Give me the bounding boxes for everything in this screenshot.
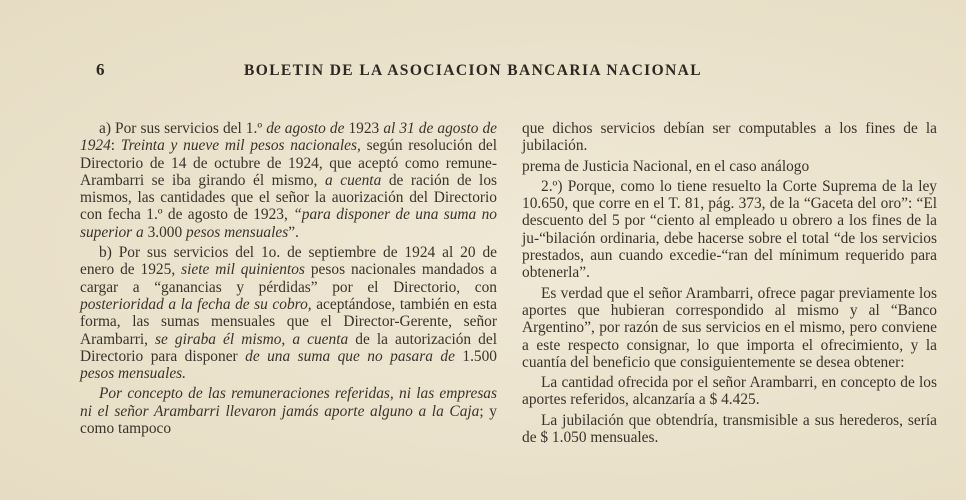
paragraph-pension: La jubilación que obtendría, transmisible a sus herederos, sería de $ 1.050 mensuales.: [522, 411, 937, 447]
text-run: :: [110, 137, 121, 155]
italic-run: al 31 de agosto de 1924: [80, 120, 497, 155]
italic-run: pesos mensuales.: [80, 365, 187, 383]
italic-run: Treinta y nueve mil pesos nacionales,: [120, 137, 361, 155]
text-run: pesos nacionales mandados a cargar a “ganancias y pérdidas” por el Directorio, con: [80, 261, 497, 296]
text-run: 1923: [344, 120, 384, 137]
text-run: 3.000: [143, 223, 187, 241]
italic-run: se giraba él mismo, a cuenta: [155, 330, 349, 348]
text-run: ”.: [288, 223, 299, 241]
paragraph-fragment: prema de Justicia Nacional, en el caso análogo: [522, 157, 810, 175]
paragraph-amount: La cantidad ofrecida por el señor Arambarri, en concepto de los aportes referidos, alcanzaría a $ 4.425.: [522, 374, 937, 409]
text-run: de la autorización del Directorio para disponer: [80, 330, 497, 365]
paragraph-continuation: que dichos servicios debían ser computables a los fines de la jubilación.: [522, 120, 937, 155]
text-run: según resolución del Directorio de 14 de octubre de 1924, que aceptó como remune-Arambarri se iba girando él mismo,: [80, 137, 498, 189]
text-run: b) Por sus servicios del 1o. de septiembre de 1924 al 20 de enero de 1925,: [80, 244, 497, 279]
right-column: [522, 120, 937, 446]
italic-run: a cuenta: [324, 171, 382, 189]
paragraph-a: [80, 120, 497, 241]
text-run: 1.500: [454, 347, 497, 365]
italic-run: “para disponer de una suma no superior a: [80, 206, 497, 241]
running-head: BOLETIN DE LA ASOCIACION BANCARIA NACIONAL: [244, 62, 703, 79]
italic-run: de agosto de: [266, 120, 345, 137]
italic-run: siete mil quinientos: [181, 261, 305, 279]
paragraph-b: [80, 244, 497, 382]
italic-run: posterioridad a la fecha de su cobro,: [80, 295, 312, 313]
italic-run: Por concepto de las remuneraciones referidas, ni las empresas ni el señor Arambarri llevaron jamás aporte alguno a la Caja: [80, 385, 497, 420]
page-number: 6: [96, 60, 105, 79]
text-run: de ración de los mismos, las cantidades que el señor la auorización del Directorio con fecha 1.º de agosto de 1923,: [80, 171, 498, 224]
italic-run: pesos mensuales: [186, 223, 289, 241]
paragraph-concept: [80, 385, 497, 437]
text-run: aceptándose, también en esta forma, las sumas mensuales que el Director-Gerente, señor Arambarri,: [80, 295, 497, 348]
left-column: [80, 120, 497, 437]
paragraph-point-2: 2.º) Porque, como lo tiene resuelto la Corte Suprema de la ley 10.650, que corre en el T. 81, pág. 373, de la “Gaceta del oro”: “El descuento del 5 por “ciento al empleado u obrero a los fines de la ju-“bilación ordinaria, debe hacerse sobre el total “de los servicios prestados, aun cuando excedie-“ran del mínimum requerido para obtenerla”.: [522, 177, 937, 282]
paragraph-offer: Es verdad que el señor Arambarri, ofrece pagar previamente los aportes que hubieran correspondido al mismo y al “Banco Argentino”, por razón de sus servicios en el mismo, pero conviene a este respecto consignar, lo que importa el ofrecimiento, y la cuantía del beneficio que consiguientemente se desea obtener:: [522, 284, 937, 371]
text-run: ; y como tampoco: [80, 402, 497, 438]
text-run: a) Por sus servicios del 1.º: [99, 120, 267, 137]
italic-run: de una suma que no pasara de: [245, 347, 455, 365]
